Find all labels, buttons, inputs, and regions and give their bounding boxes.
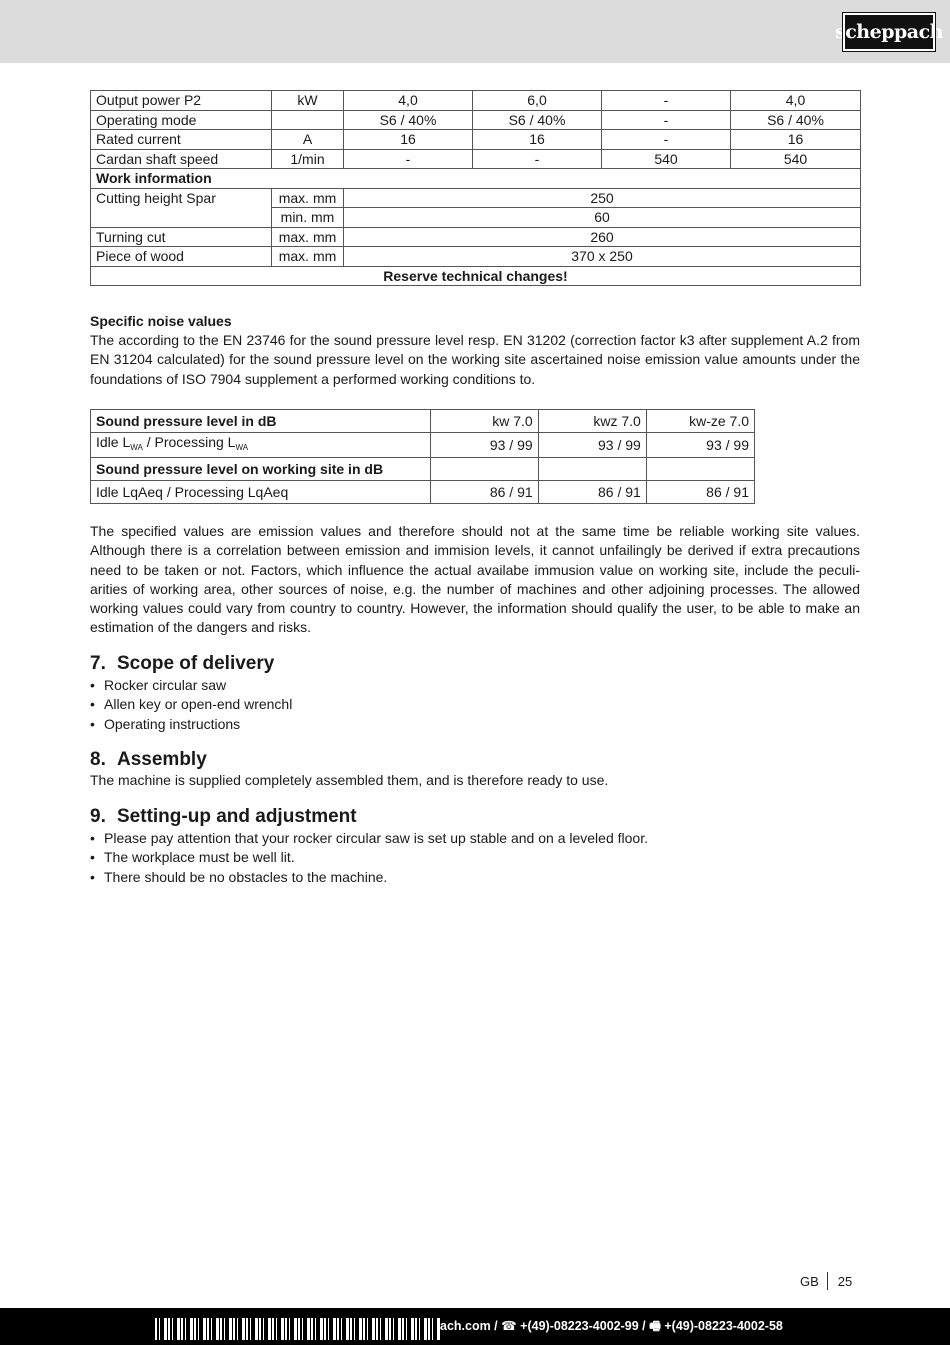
spec-unit: 1/min (272, 149, 344, 169)
table-row (91, 169, 861, 189)
noise-paragraph: The according to the EN 23746 for the sound pressure level resp. EN 31202 (correction factor k3 after supplement A.2 from EN 31204 calculated) for the sound pressure level on the working site ascertained noise emission value amounts under the foundations of ISO 7904 supplement a performed working conditions to. (90, 332, 860, 387)
spec-label: Piece of wood (91, 247, 272, 267)
section-number: 7. (90, 653, 106, 674)
page-number-block (800, 1272, 852, 1290)
table-row (91, 149, 861, 169)
header-band (0, 0, 950, 63)
model-header: kwz 7.0 (538, 410, 646, 433)
noise-header-label: Sound pressure level in dB (91, 410, 431, 433)
list-item: • Rocker circular saw (90, 676, 292, 695)
list-item: • The workplace must be well lit. (90, 848, 648, 867)
table-row (91, 410, 755, 433)
idle-prefix: Idle L (96, 434, 131, 450)
technical-data-table (90, 90, 861, 286)
spec-value: 6,0 (473, 91, 602, 111)
idle-processing-label (91, 433, 431, 458)
spec-unit: kW (272, 91, 344, 111)
noise-value: 93 / 99 (430, 433, 538, 458)
delivery-list (90, 676, 292, 734)
work-info-heading: Work information (91, 169, 861, 189)
spec-value: 260 (344, 227, 861, 247)
section-heading-setup (90, 806, 357, 828)
language-code: GB (800, 1273, 819, 1289)
spec-value: 16 (473, 130, 602, 150)
section-number: 8. (90, 749, 106, 770)
page-number: 25 (837, 1273, 853, 1289)
spec-label: Output power P2 (91, 91, 272, 111)
noise-value: 86 / 91 (646, 481, 754, 504)
list-item: • Allen key or open-end wrenchl (90, 695, 292, 714)
subscript-wa: WA (130, 443, 143, 452)
processing-prefix: / Processing L (142, 434, 236, 450)
empty-cell (430, 458, 538, 481)
list-item: • Please pay attention that your rocker circular saw is set up stable and on a leveled floor. (90, 829, 648, 848)
noise-value: 86 / 91 (538, 481, 646, 504)
footer-bar (0, 1308, 950, 1345)
section-number: 9. (90, 806, 106, 827)
table-row (91, 188, 861, 208)
site-label: Idle LqAeq / Processing LqAeq (91, 481, 431, 504)
model-header: kw-ze 7.0 (646, 410, 754, 433)
table-row (91, 481, 755, 504)
barcode-graphic (155, 1318, 440, 1340)
spec-unit: min. mm (272, 208, 344, 228)
spec-value: 60 (344, 208, 861, 228)
empty-cell (646, 458, 754, 481)
spec-label: Cardan shaft speed (91, 149, 272, 169)
section-title: Setting-up and adjustment (117, 806, 357, 827)
logo-text: scheppach (835, 21, 943, 43)
spec-value: 16 (344, 130, 473, 150)
spec-unit: A (272, 130, 344, 150)
assembly-text: The machine is supplied completely assembled them, and is therefore ready to use. (90, 772, 609, 788)
noise-value: 93 / 99 (538, 433, 646, 458)
spec-value: 540 (602, 149, 731, 169)
spec-value: - (602, 130, 731, 150)
table-row (91, 433, 755, 458)
spec-value: 540 (731, 149, 861, 169)
brand-logo (835, 13, 943, 51)
table-row (91, 130, 861, 150)
list-item: • There should be no obstacles to the machine. (90, 868, 648, 887)
spec-label: Turning cut (91, 227, 272, 247)
noise-value: 86 / 91 (430, 481, 538, 504)
table-row (91, 266, 861, 286)
spec-unit: max. mm (272, 227, 344, 247)
site-heading: Sound pressure level on working site in dB (91, 458, 431, 481)
section-heading-delivery (90, 653, 274, 675)
emission-paragraph: The specified values are emission values and therefore should not at the same time be reliable working site values. Although there is a correlation between emission and immision levels, it cannot unfailingly be derived if extra precautions need to be taken or not. Factors, which influence the actual availabe immusion value on working site, include the peculi-arities of working area, other sources of noise, e.g. the number of machines and other adjoining processes. The allowed working values could vary from country to country. However, the information should qualify the user, to be able to make an estimation of the dangers and risks. (90, 523, 860, 636)
spec-value: 16 (731, 130, 861, 150)
spec-value: - (602, 91, 731, 111)
spec-label: Cutting height Spar (91, 188, 272, 227)
setup-list (90, 829, 648, 887)
noise-table (90, 409, 755, 504)
spec-value: 250 (344, 188, 861, 208)
table-row (91, 91, 861, 111)
spec-value: S6 / 40% (731, 110, 861, 130)
noise-heading: Specific noise values (90, 313, 232, 329)
spec-unit (272, 110, 344, 130)
spec-value: 4,0 (344, 91, 473, 111)
spec-label: Rated current (91, 130, 272, 150)
footer-contact: ach.com / ☎ +(49)-08223-4002-99 / 🖷 +(49)-08223-4002-58 (440, 1319, 783, 1333)
noise-value: 93 / 99 (646, 433, 754, 458)
spec-label: Operating mode (91, 110, 272, 130)
subscript-wa: WA (235, 443, 249, 452)
section-heading-assembly (90, 749, 207, 771)
spec-value: - (344, 149, 473, 169)
table-row (91, 247, 861, 267)
empty-cell (538, 458, 646, 481)
spec-value: S6 / 40% (473, 110, 602, 130)
section-title: Assembly (117, 749, 207, 770)
reserve-note: Reserve technical changes! (91, 266, 861, 286)
table-row (91, 458, 755, 481)
spec-value: 370 x 250 (344, 247, 861, 267)
spec-value: - (473, 149, 602, 169)
table-row (91, 110, 861, 130)
model-header: kw 7.0 (430, 410, 538, 433)
section-title: Scope of delivery (117, 653, 275, 674)
spec-value: S6 / 40% (344, 110, 473, 130)
spec-value: - (602, 110, 731, 130)
divider (827, 1272, 828, 1290)
table-row (91, 227, 861, 247)
list-item: • Operating instructions (90, 715, 292, 734)
spec-unit: max. mm (272, 188, 344, 208)
spec-value: 4,0 (731, 91, 861, 111)
spec-unit: max. mm (272, 247, 344, 267)
